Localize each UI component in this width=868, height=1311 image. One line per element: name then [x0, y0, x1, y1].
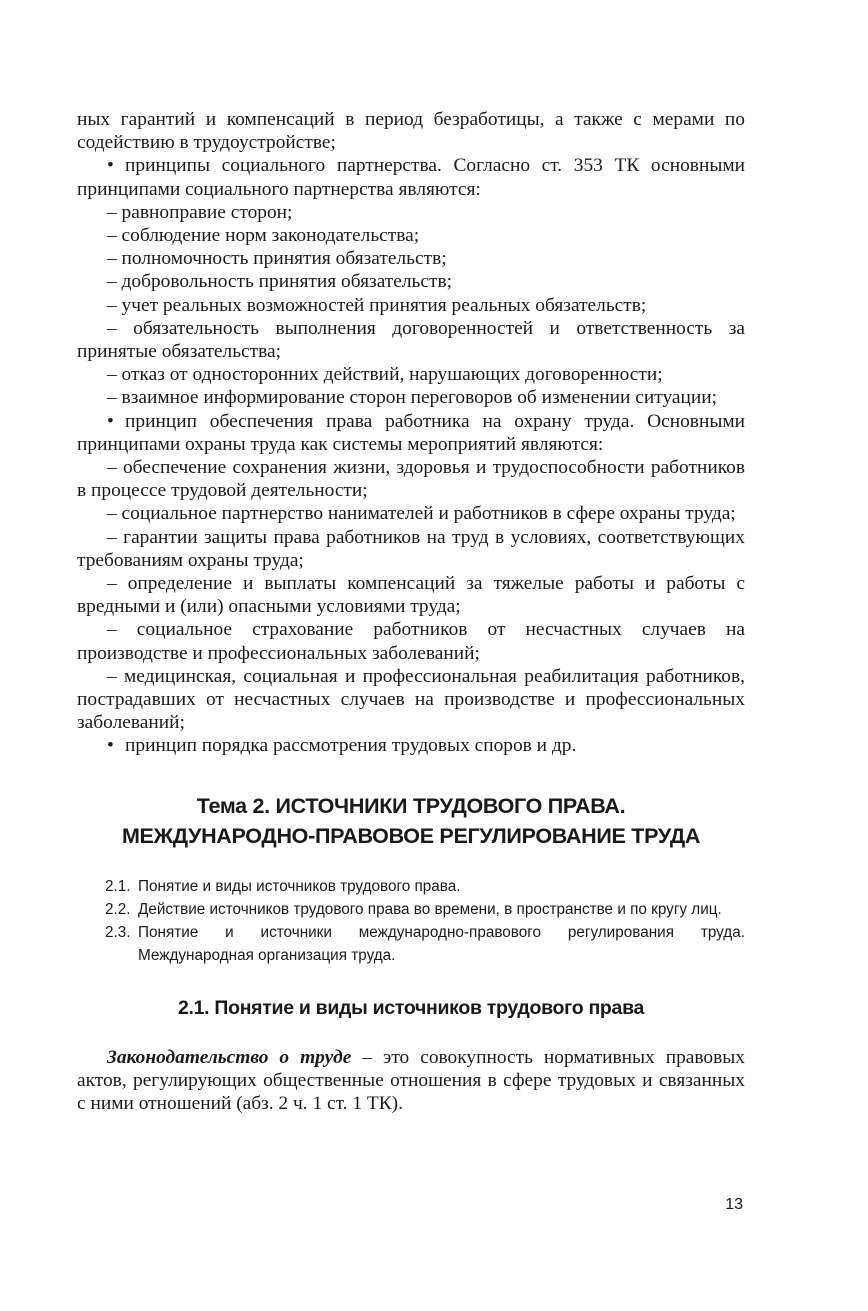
continuation-paragraph: ных гарантий и компенсаций в период безработицы, а также с мерами по содействию в трудоустройстве; [77, 109, 745, 154]
contents-item-text: Действие источников трудового права во времени, в пространстве и по кругу лиц. [138, 900, 722, 918]
dash-item: – учет реальных возможностей принятия реальных обязательств; [107, 294, 647, 316]
bullet-text: принципы социального партнерства. Согласно ст. 353 ТК основными принципами социального партнерства являются: [77, 155, 745, 200]
dash-item: – отказ от односторонних действий, нарушающих договоренности; [107, 364, 663, 386]
dash-item: – социальное партнерство нанимателей и работников в сфере охраны труда; [107, 503, 736, 525]
contents-item-text: Понятие и источники международно-правового регулирования труда. Международная организация труда. [138, 923, 745, 964]
bullet-principle [77, 734, 745, 757]
dash-item: – взаимное информирование сторон переговоров об изменении ситуации; [107, 387, 718, 409]
bullet-principle [77, 410, 745, 456]
dash-item: – добровольность принятия обязательств; [107, 271, 453, 293]
definition-text: – это совокупность нормативных правовых актов, регулирующих общественные отношения в сфере трудовых и связанных с ними отношений (абз. 2 ч. 1 ст. 1 ТК). [77, 1046, 745, 1115]
definition-paragraph [77, 1046, 745, 1116]
dash-item: – соблюдение норм законодательства; [107, 225, 420, 247]
contents-item-number: 2.3. [105, 923, 131, 941]
dash-item: – обязательность выполнения договоренностей и ответственность за принятые обязательства; [77, 317, 745, 363]
dash-item: – равноправие сторон; [107, 201, 293, 223]
dash-item: – определение и выплаты компенсаций за тяжелые работы и работы с вредными и (или) опасными условиями труда; [77, 573, 745, 618]
dash-item: – медицинская, социальная и профессиональная реабилитация работников, пострадавших от несчастных случаев на производстве и профессиональных заболеваний; [77, 665, 745, 734]
topic-heading-line: Тема 2. ИСТОЧНИКИ ТРУДОВОГО ПРАВА. [196, 793, 626, 818]
bullet-text: принцип обеспечения права работника на охрану труда. Основными принципами охраны труда как системы мероприятий являются: [77, 410, 745, 455]
topic-contents-list [77, 875, 745, 967]
dash-item: – полномочность принятия обязательств; [107, 248, 447, 270]
book-page [77, 108, 745, 1115]
bullet-icon: • [107, 155, 114, 177]
body-text [77, 108, 745, 758]
bullet-icon: • [107, 735, 114, 757]
topic-heading [77, 791, 745, 851]
contents-item [77, 875, 745, 898]
topic-heading-line: МЕЖДУНАРОДНО-ПРАВОВОЕ РЕГУЛИРОВАНИЕ ТРУДА [121, 823, 701, 848]
contents-item [77, 921, 745, 967]
bullet-text: принцип порядка рассмотрения трудовых споров и др. [125, 735, 577, 757]
contents-item [77, 898, 745, 921]
dash-item: – обеспечение сохранения жизни, здоровья и трудоспособности работников в процессе трудовой деятельности; [77, 457, 745, 502]
page-number: 13 [725, 1196, 743, 1213]
section-heading: 2.1. Понятие и виды источников трудового права [177, 996, 645, 1019]
contents-item-text: Понятие и виды источников трудового права. [138, 877, 461, 895]
definition-block [77, 1046, 745, 1116]
bullet-principle [77, 154, 745, 200]
bullet-icon: • [107, 410, 114, 432]
dash-item: – гарантии защиты права работников на труд в условиях, соответствующих требованиям охраны труда; [77, 526, 745, 571]
definition-term: Законодательство о труде [107, 1046, 352, 1068]
contents-item-number: 2.2. [105, 900, 131, 918]
contents-item-number: 2.1. [105, 877, 131, 895]
dash-item: – социальное страхование работников от несчастных случаев на производстве и профессиональных заболеваний; [77, 619, 745, 664]
